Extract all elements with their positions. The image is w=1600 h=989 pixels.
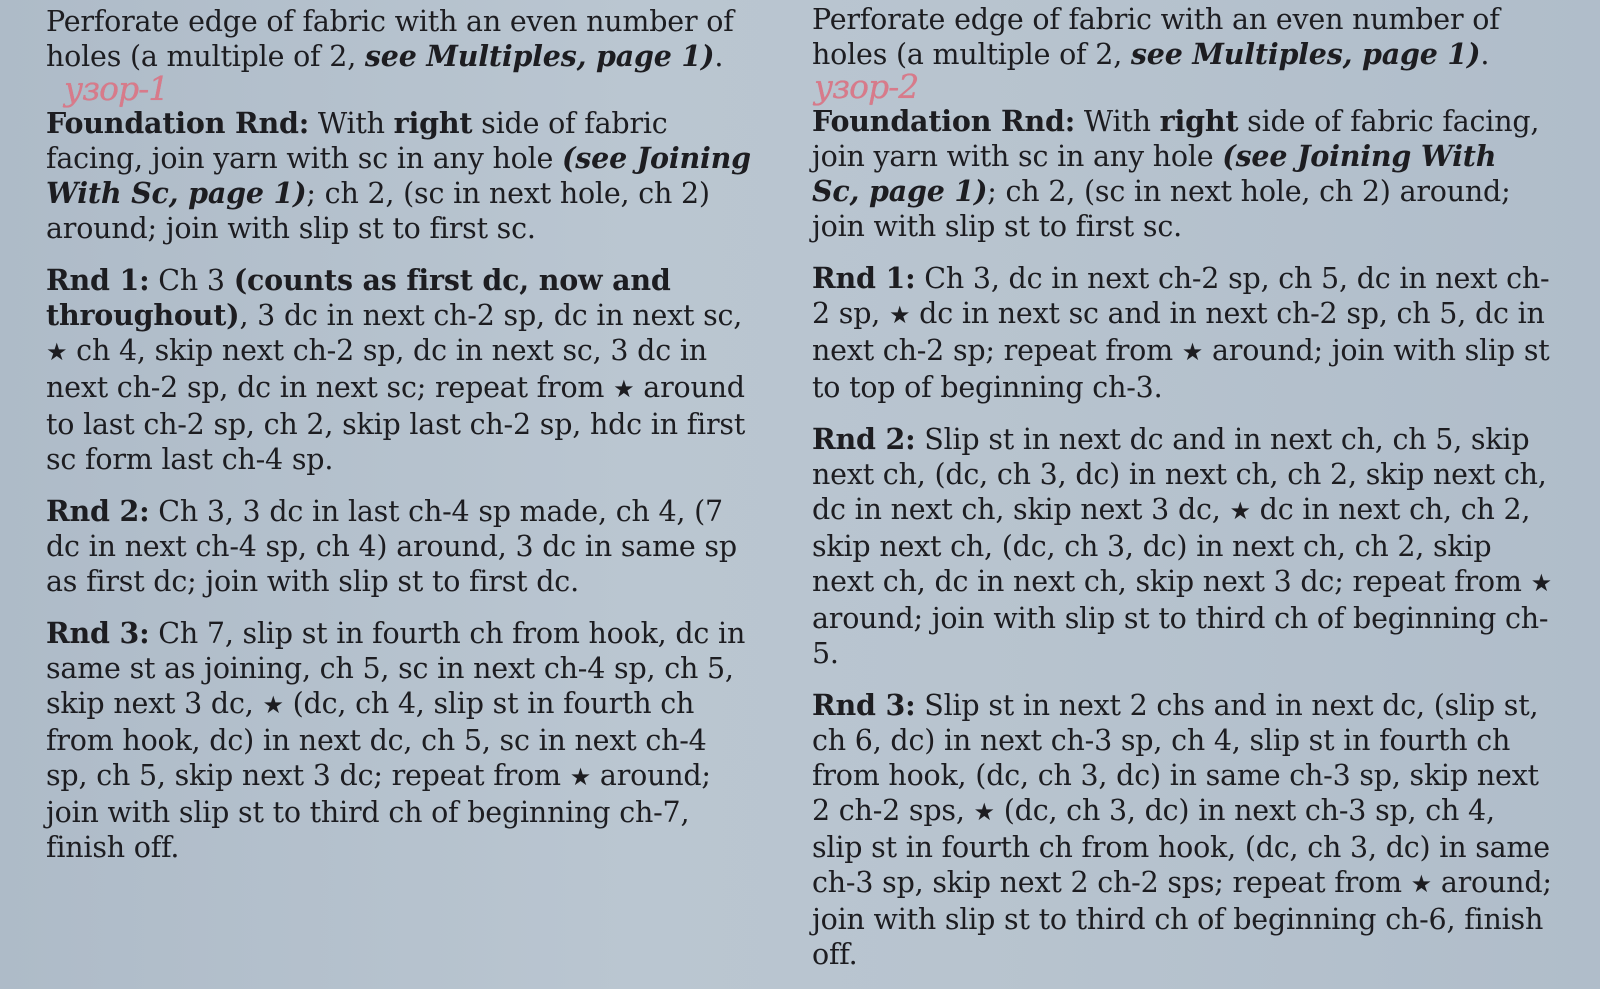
round-text: side of fabric facing, join yarn with sc in any hole	[46, 107, 668, 175]
round-text: dc in next ch, ch 2, skip next ch, (dc, ch 3, dc) in next ch, ch 2, skip next ch, dc in next ch, skip next 3 dc; repeat from	[812, 493, 1531, 598]
star-icon: ★	[1181, 338, 1204, 366]
round-2	[46, 494, 756, 599]
intro-reference: see Multiples, page 1)	[1130, 37, 1481, 71]
round-heading: Rnd 3:	[812, 688, 916, 722]
intro-paragraph	[812, 2, 1552, 72]
round-text: With	[309, 107, 394, 140]
round-text: , 3 dc in next ch-2 sp, dc in next sc,	[239, 299, 743, 332]
intro-end: .	[714, 40, 724, 73]
emphasis-text: (counts as first dc, now and throughout)	[46, 263, 671, 332]
star-icon: ★	[46, 338, 68, 366]
round-text: around; join with slip st to third ch of beginning ch-6, finish off.	[812, 866, 1552, 971]
pattern-label: узор-2	[814, 67, 919, 106]
intro-text: Perforate edge of fabric with an even number of holes (a multiple of 2,	[46, 5, 734, 73]
pattern-label: узор-1	[64, 69, 169, 108]
round-text: Slip st in next dc and in next ch, ch 5, skip next ch, (dc, ch 3, dc) in next ch, ch 2, skip next ch, dc in next ch, skip next 3 dc,	[812, 423, 1547, 526]
round-text: around; join with slip st to third ch of beginning ch-7, finish off.	[46, 759, 711, 864]
reference-text: (see Joining With Sc, page 1)	[812, 139, 1497, 208]
star-icon: ★	[1410, 870, 1432, 898]
star-icon: ★	[569, 763, 592, 791]
round-text: Ch 3, 3 dc in last ch-4 sp made, ch 4, (7 dc in next ch-4 sp, ch 4) around, 3 dc in same sp as first dc; join with slip st to first dc.	[46, 495, 737, 598]
round-heading: Rnd 1:	[46, 263, 150, 297]
round-text: ch 4, skip next ch-2 sp, dc in next sc, 3 dc in next ch-2 sp, dc in next sc; repeat from	[46, 334, 707, 404]
round-heading: Rnd 2:	[812, 422, 916, 456]
star-icon: ★	[1229, 497, 1251, 525]
pattern-column-left	[46, 4, 756, 882]
round-heading: Rnd 1:	[812, 261, 916, 295]
round-text: around; join with slip st to top of beginning ch-3.	[812, 334, 1550, 404]
round-text: around; join with slip st to third ch of beginning ch-5.	[812, 602, 1549, 670]
round-text: Ch 7, slip st in fourth ch from hook, dc in same st as joining, ch 5, sc in next ch-4 sp, ch 5, skip next 3 dc,	[46, 617, 746, 720]
foundation-round	[46, 106, 756, 246]
round-text: around to last ch-2 sp, ch 2, skip last ch-2 sp, hdc in first sc form last ch-4 sp.	[46, 371, 746, 476]
round-heading: Rnd 3:	[46, 616, 150, 650]
star-icon: ★	[613, 375, 635, 403]
round-3	[812, 688, 1552, 972]
round-text: ; ch 2, (sc in next hole, ch 2) around; join with slip st to first sc.	[812, 175, 1511, 243]
star-icon: ★	[888, 301, 911, 329]
round-3	[46, 616, 756, 865]
star-icon: ★	[262, 691, 284, 719]
round-heading: Foundation Rnd:	[46, 106, 310, 140]
star-icon: ★	[973, 798, 995, 826]
round-text: (dc, ch 4, slip st in fourth ch from hook, dc) in next dc, ch 5, sc in next ch-4 sp, ch 5, skip next 3 dc; repeat from	[46, 687, 707, 792]
intro-reference: see Multiples, page 1)	[364, 39, 715, 73]
round-text: (dc, ch 3, dc) in next ch-3 sp, ch 4, slip st in fourth ch from hook, (dc, ch 3, dc) in same ch-3 sp, skip next 2 ch-2 sps; repeat from	[812, 794, 1550, 899]
reference-text: (see Joining With Sc, page 1)	[46, 141, 751, 210]
intro-paragraph	[46, 4, 756, 74]
round-text: ; ch 2, (sc in next hole, ch 2) around; join with slip st to first sc.	[46, 177, 710, 245]
round-heading: Foundation Rnd:	[812, 104, 1076, 138]
star-icon: ★	[1530, 569, 1552, 597]
round-text: Ch 3, dc in next ch-2 sp, ch 5, dc in next ch-2 sp,	[812, 262, 1550, 330]
round-text: With	[1075, 105, 1160, 138]
emphasis-text: right	[393, 106, 473, 140]
round-1	[812, 261, 1552, 405]
round-heading: Rnd 2:	[46, 494, 150, 528]
intro-text: Perforate edge of fabric with an even number of holes (a multiple of 2,	[812, 3, 1500, 71]
foundation-round	[812, 104, 1552, 244]
intro-end: .	[1480, 38, 1490, 71]
round-text: side of fabric facing, join yarn with sc in any hole	[812, 105, 1540, 173]
round-1	[46, 263, 756, 477]
round-2	[812, 422, 1552, 671]
pattern-column-right	[812, 2, 1552, 989]
round-text: Ch 3	[149, 264, 234, 297]
round-text: Slip st in next 2 chs and in next dc, (slip st, ch 6, dc) in next ch-3 sp, ch 4, slip st in fourth ch from hook, (dc, ch 3, dc) in same ch-3 sp, skip next 2 ch-2 sps,	[812, 689, 1539, 827]
round-text: dc in next sc and in next ch-2 sp, ch 5, dc in next ch-2 sp; repeat from	[812, 297, 1545, 367]
emphasis-text: right	[1159, 104, 1239, 138]
